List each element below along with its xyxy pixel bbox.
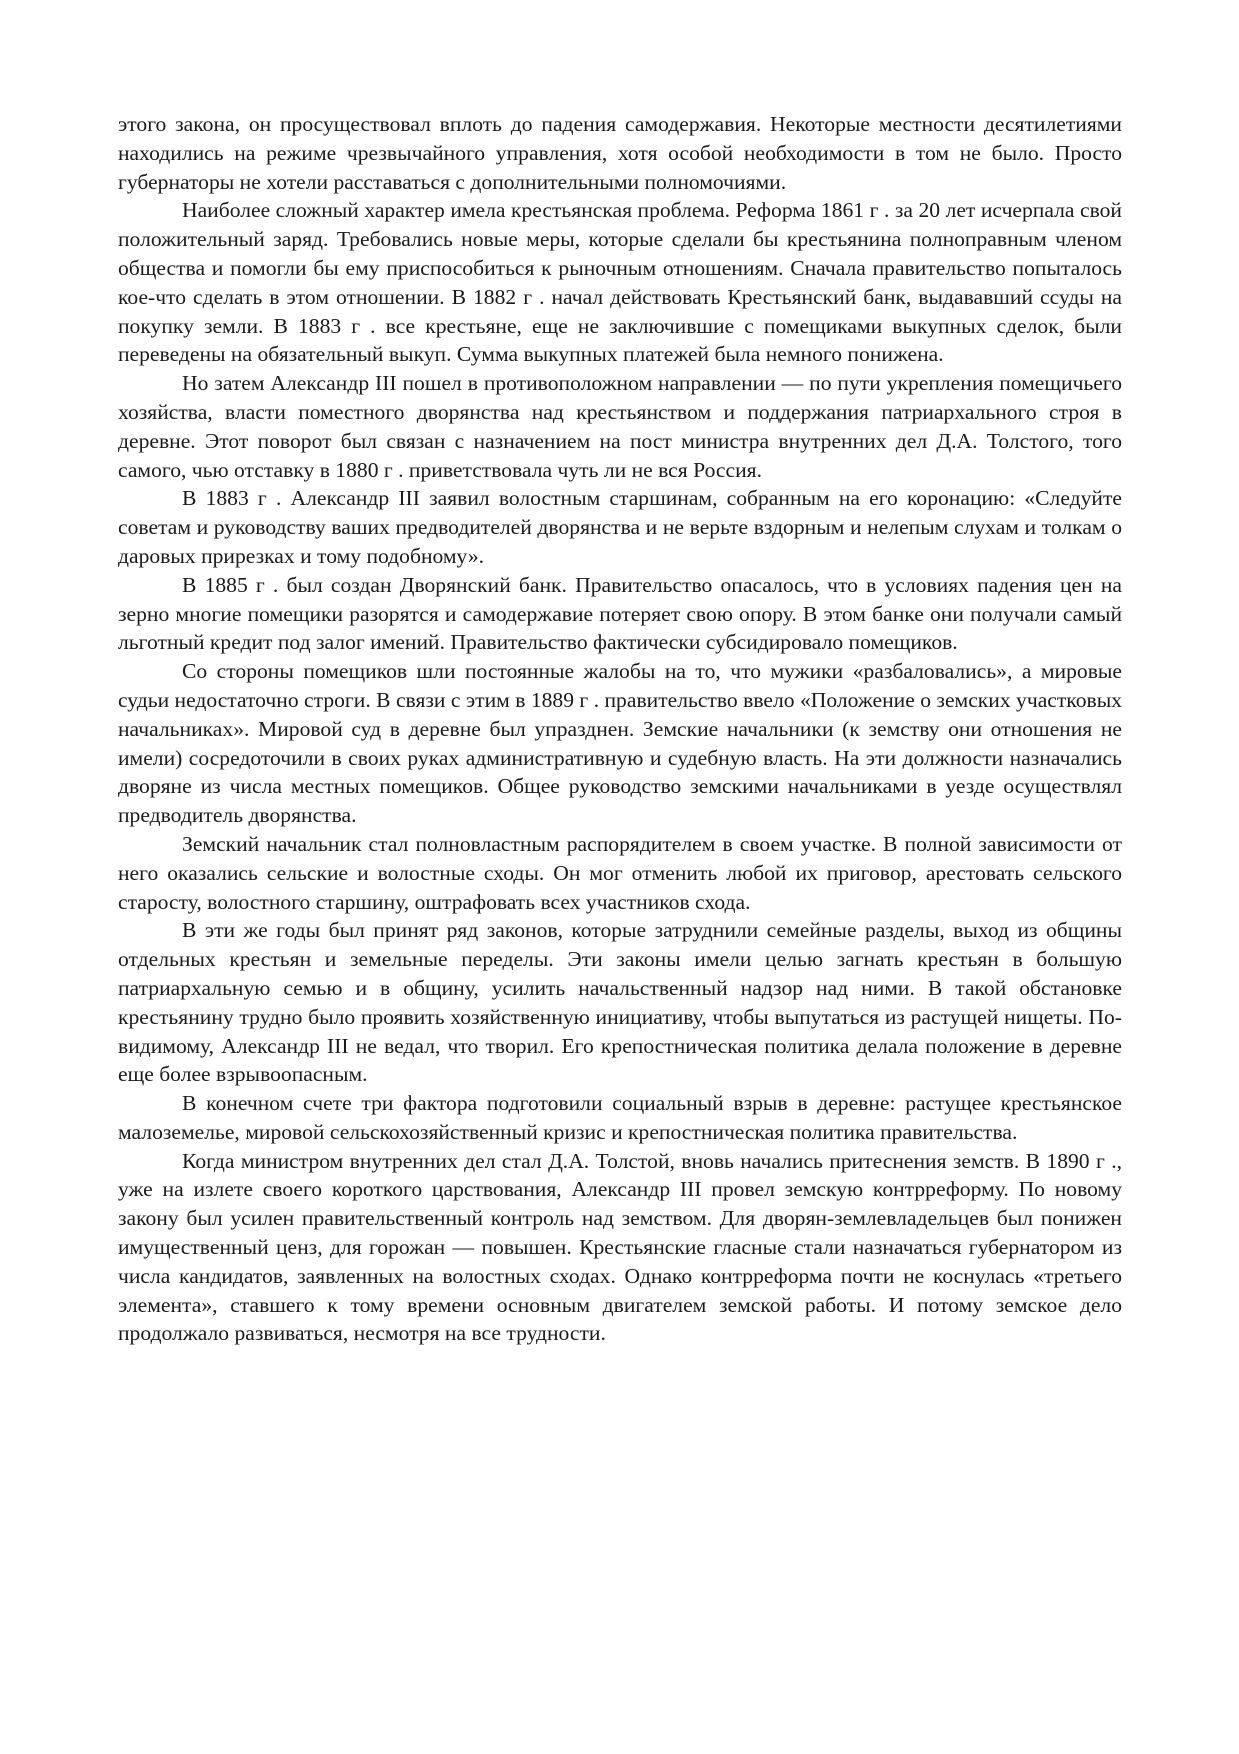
paragraph: В конечном счете три фактора подготовили социальный взрыв в деревне: растущее крестьянское малоземелье, мировой сельскохозяйственный кризис и крепостническая политика правительства. xyxy=(118,1091,1122,1144)
paragraph: Земский начальник стал полновластным распорядителем в своем участке. В полной зависимости от него оказались сельские и волостные сходы. Он мог отменить любой их приговор, арестовать сельского старосту, волостного старшину, оштрафовать всех участников схода. xyxy=(118,831,1122,914)
paragraph: В 1883 г . Александр III заявил волостным старшинам, собранным на его коронацию: «Следуйте советам и руководству ваших предводителей дворянства и не верьте вздорным и нелепым слухам и толкам о даровых прирезках и тому подобному». xyxy=(118,486,1122,568)
paragraph: В эти же годы был принят ряд законов, которые затруднили семейные разделы, выход из общины отдельных крестьян и земельные переделы. Эти законы имели целью загнать крестьян в большую патриархальную семью и в общину, усилить начальственный надзор над ними. В такой обстановке крестьянину трудно было проявить хозяйственную инициативу, чтобы выпутаться из растущей нищеты. По-видимому, Александр III не ведал, что творил. Его крепостническая политика делала положение в деревне еще более взрывоопасным. xyxy=(118,918,1122,1087)
paragraph: Но затем Александр III пошел в противоположном направлении — по пути укрепления помещичьего хозяйства, власти поместного дворянства над крестьянством и поддержания патриархального строя в деревне. Этот поворот был связан с назначением на пост министра внутренних дел Д.А. Толстого, того самого, чью отставку в 1880 г . приветствовала чуть ли не вся Россия. xyxy=(118,371,1122,482)
paragraph: Со стороны помещиков шли постоянные жалобы на то, что мужики «разбаловались», а мировые судьи недостаточно строги. В связи с этим в 1889 г . правительство ввело «Положение о земских участковых начальниках». Мировой суд в деревне был упразднен. Земские начальники (к земству они отношения не имели) сосредоточили в своих руках административную и судебную власть. На эти должности назначались дворяне из числа местных помещиков. Общее руководство земскими начальниками в уезде осуществлял предводитель дворянства. xyxy=(118,659,1122,828)
paragraph: Когда министром внутренних дел стал Д.А. Толстой, вновь начались притеснения земств. В 1890 г ., уже на излете своего короткого царствования, Александр III провел земскую контрреформу. По новому закону был усилен правительственный контроль над земством. Для дворян-землевладельцев был понижен имущественный ценз, для горожан — повышен. Крестьянские гласные стали назначаться губернатором из числа кандидатов, заявленных на волостных сходах. Однако контрреформа почти не коснулась «третьего элемента», ставшего к тому времени основным двигателем земской работы. И потому земское дело продолжало развиваться, несмотря на все трудности. xyxy=(118,1148,1122,1346)
paragraph: Наиболее сложный характер имела крестьянская проблема. Реформа 1861 г . за 20 лет исчерпала свой положительный заряд. Требовались новые меры, которые сделали бы крестьянина полноправным членом общества и помогли бы ему приспособиться к рыночным отношениям. Сначала правительство попыталось кое-что сделать в этом отношении. В 1882 г . начал действовать Крестьянский банк, выдававший ссуды на покупку земли. В 1883 г . все крестьяне, еще не заключившие с помещиками выкупных сделок, были переведены на обязательный выкуп. Сумма выкупных платежей была немного понижена. xyxy=(118,198,1122,367)
document-page xyxy=(118,110,1122,1348)
paragraph: В 1885 г . был создан Дворянский банк. Правительство опасалось, что в условиях падения цен на зерно многие помещики разорятся и самодержавие потеряет свою опору. В этом банке они получали самый льготный кредит под залог имений. Правительство фактически субсидировало помещиков. xyxy=(118,572,1122,655)
paragraph-continuation: этого закона, он просуществовал вплоть до падения самодержавия. Некоторые местности десятилетиями находились на режиме чрезвычайного управления, хотя особой необходимости в том не было. Просто губернаторы не хотели расставаться с дополнительными полномочиями. xyxy=(118,112,1122,194)
